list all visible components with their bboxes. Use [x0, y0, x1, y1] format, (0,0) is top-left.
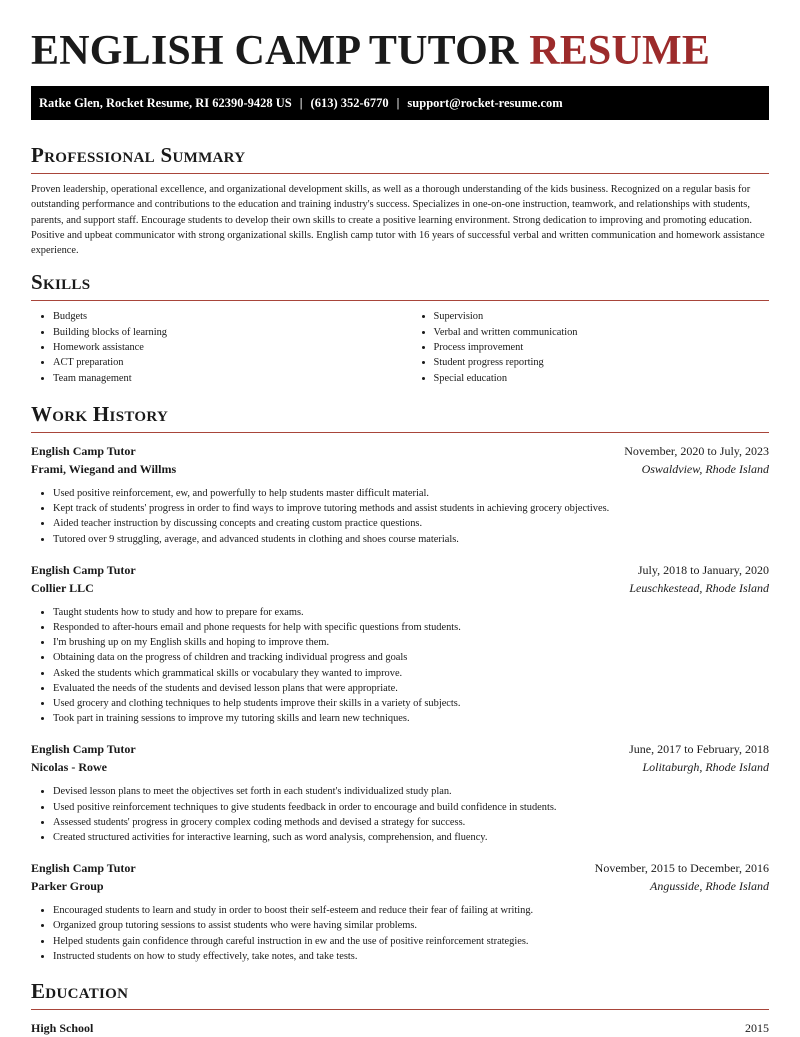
job-company: Nicolas - Rowe: [31, 760, 107, 775]
contact-address: Ratke Glen, Rocket Resume, RI 62390-9428 US: [39, 96, 292, 110]
job-company: Parker Group: [31, 879, 104, 894]
work-history-heading: Work History: [31, 401, 169, 426]
job-title: English Camp Tutor: [31, 443, 136, 458]
job-bullet: • Asked the students which grammatical skills or vocabulary they wanted to improve.: [53, 666, 769, 681]
contact-phone[interactable]: (613) 352-6770: [310, 96, 389, 110]
section-divider: [31, 173, 769, 174]
job-title: English Camp Tutor: [31, 562, 136, 577]
section-divider: [31, 300, 769, 301]
job-header: [31, 561, 769, 579]
job-entry: [31, 561, 769, 727]
job-company: Frami, Wiegand and Willms: [31, 461, 177, 476]
skills-list-right: [412, 309, 770, 385]
job-subheader: [31, 758, 769, 776]
skill-item: • Team management: [53, 371, 389, 386]
job-subheader: [31, 460, 769, 478]
job-bullets: [31, 903, 769, 964]
title-accent: RESUME: [529, 28, 711, 74]
resume-page: [31, 0, 769, 1037]
job-bullet: • Used positive reinforcement, ew, and powerfully to help students master difficult material.: [53, 486, 769, 501]
skill-item: • Process improvement: [434, 340, 770, 355]
contact-email[interactable]: support@rocket-resume.com: [407, 96, 563, 110]
job-bullets: [31, 605, 769, 727]
job-bullet: • Instructed students on how to study effectively, take notes, and take tests.: [53, 949, 769, 964]
job-bullet: • Evaluated the needs of the students and devised lesson plans that were appropriate.: [53, 681, 769, 696]
education-year: 2015: [745, 1021, 769, 1036]
job-title: English Camp Tutor: [31, 742, 136, 757]
job-header: [31, 442, 769, 460]
job-bullets: [31, 486, 769, 547]
job-entry: [31, 442, 769, 547]
job-dates: July, 2018 to January, 2020: [637, 562, 769, 577]
job-subheader: [31, 579, 769, 597]
job-dates: November, 2015 to December, 2016: [594, 861, 769, 876]
title-main: ENGLISH CAMP TUTOR: [31, 28, 519, 74]
skill-item: • ACT preparation: [53, 355, 389, 370]
skills-list-left: [31, 309, 389, 385]
job-entry: [31, 859, 769, 964]
contact-separator: |: [299, 96, 303, 110]
job-bullets: [31, 784, 769, 845]
job-header: [31, 859, 769, 877]
job-bullet: • Organized group tutoring sessions to assist students who were having similar problems.: [53, 918, 769, 933]
job-location: Angusside, Rhode Island: [650, 879, 769, 894]
skill-item: • Student progress reporting: [434, 355, 770, 370]
contact-separator: |: [396, 96, 400, 110]
job-bullet: • Tutored over 9 struggling, average, and advanced students in clothing and shoes course materials.: [53, 532, 769, 547]
education-section: [31, 978, 769, 1037]
skill-item: • Budgets: [53, 309, 389, 324]
contact-bar: [31, 86, 769, 120]
section-divider: [31, 432, 769, 433]
job-entry: [31, 740, 769, 845]
job-dates: June, 2017 to February, 2018: [629, 742, 769, 757]
skill-item: • Special education: [434, 371, 770, 386]
summary-text: Proven leadership, operational excellence, and organizational development skills, as well as a thorough understanding of the kids business. Recognized on a regular basis for outstanding performance and contributions to the education and training industry's success. Specializes in one-on-one instruction, teamwork, and relationships with students, parents, and support staff. Encourage students to develop their own skills to create a positive learning environment. Strong dedication to improving and promoting education. Positive and upbeat communicator with strong organizational skills. English camp tutor with 16 years of successful verbal and written communication and homework assistance experience.: [31, 184, 765, 257]
job-header: [31, 740, 769, 758]
resume-title: [31, 0, 769, 76]
job-bullet: • Devised lesson plans to meet the objectives set forth in each student's individualized study plan.: [53, 784, 769, 799]
job-bullet: • Encouraged students to learn and study in order to boost their self-esteem and reduce their fear of failing at writing.: [53, 903, 769, 918]
job-company: Collier LLC: [31, 580, 94, 595]
education-heading: Education: [31, 979, 129, 1004]
skill-item: • Verbal and written communication: [434, 325, 770, 340]
education-degree: High School: [31, 1021, 94, 1036]
skills-heading: Skills: [31, 270, 91, 295]
job-bullet: • Kept track of students' progress in order to find ways to improve tutoring methods and assist students in achieving grocery objectives.: [53, 501, 769, 516]
job-bullet: • Assessed students' progress in grocery complex coding methods and devised a strategy for success.: [53, 815, 769, 830]
job-location: Lolitaburgh, Rhode Island: [642, 760, 769, 775]
skills-columns: [31, 309, 769, 385]
job-bullet: • Obtaining data on the progress of children and tracking individual progress and goals: [53, 650, 769, 665]
job-dates: November, 2020 to July, 2023: [624, 443, 769, 458]
job-bullet: • Aided teacher instruction by discussing concepts and creating custom practice questions.: [53, 516, 769, 531]
skill-item: • Building blocks of learning: [53, 325, 389, 340]
summary-heading: Professional Summary: [31, 143, 246, 167]
work-history-section: [31, 401, 769, 964]
job-title: English Camp Tutor: [31, 861, 136, 876]
skill-item: • Supervision: [434, 309, 770, 324]
job-bullet: • Helped students gain confidence through careful instruction in ew and the use of positive reinforcement strategies.: [53, 934, 769, 949]
job-location: Oswaldview, Rhode Island: [641, 461, 769, 476]
job-bullet: • Used positive reinforcement techniques to give students feedback in order to encourage and build confidence in students.: [53, 800, 769, 815]
job-subheader: [31, 877, 769, 895]
job-bullet: • Used grocery and clothing techniques to help students improve their skills in a variety of subjects.: [53, 696, 769, 711]
section-divider: [31, 1009, 769, 1010]
education-entry: [31, 1019, 769, 1037]
job-bullet: • Took part in training sessions to improve my tutoring skills and learn new techniques.: [53, 711, 769, 726]
job-bullet: • I'm brushing up on my English skills and hoping to improve them.: [53, 635, 769, 650]
skills-section: [31, 269, 769, 385]
job-bullet: • Taught students how to study and how to prepare for exams.: [53, 605, 769, 620]
summary-section: [31, 142, 769, 258]
job-bullet: • Responded to after-hours email and phone requests for help with specific questions from students.: [53, 620, 769, 635]
job-location: Leuschkestead, Rhode Island: [629, 580, 769, 595]
job-bullet: • Created structured activities for interactive learning, such as word analysis, comprehension, and fluency.: [53, 830, 769, 845]
skill-item: • Homework assistance: [53, 340, 389, 355]
